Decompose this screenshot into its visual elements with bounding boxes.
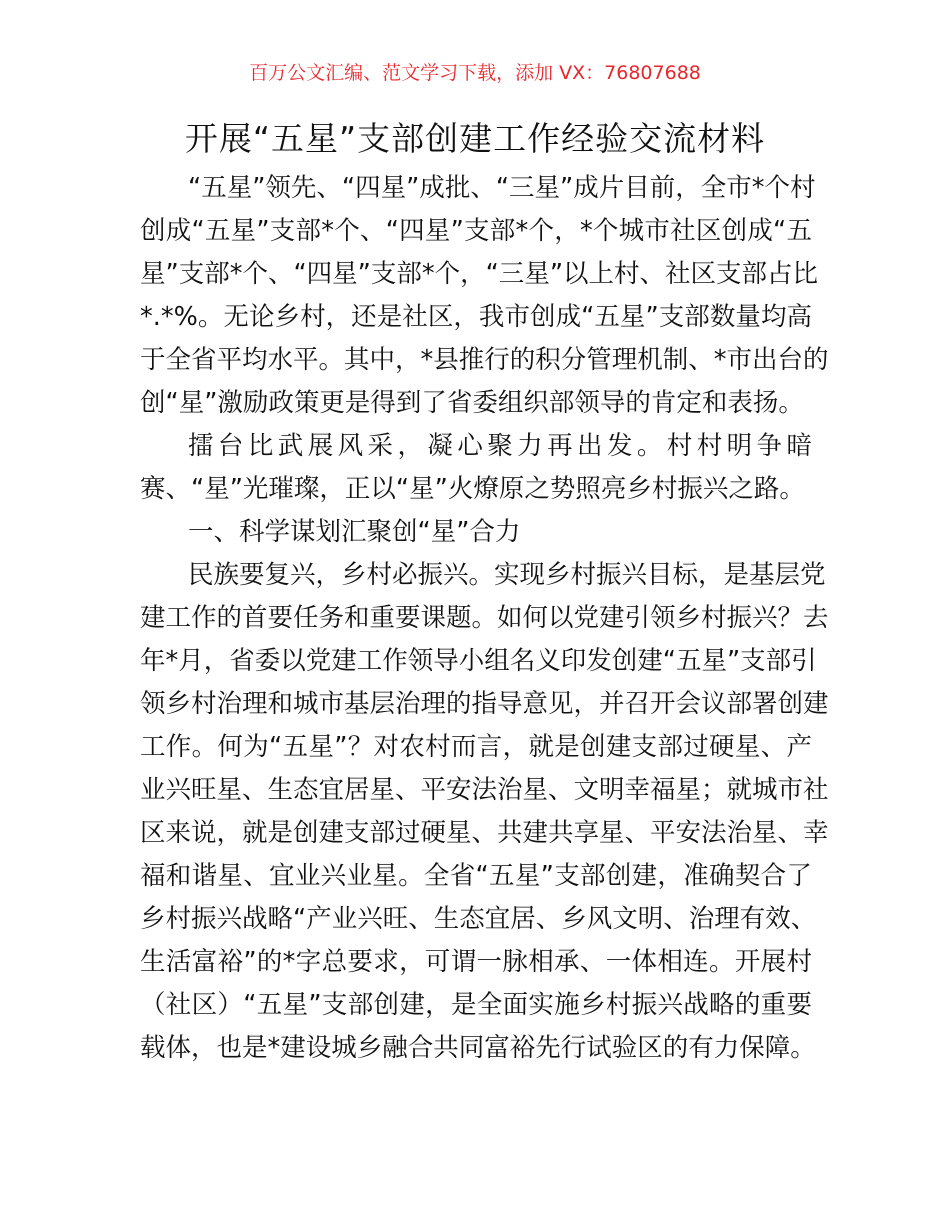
heading-line: 一、科学谋划汇聚创“星”合力 — [188, 517, 521, 547]
paragraph-2 — [140, 425, 812, 511]
text-line: 工作。何为“五星”？对农村而言，就是创建支部过硬星、产 — [140, 732, 812, 762]
text-line: 于全省平均水平。其中，*县推行的积分管理机制、*市出台的 — [140, 345, 829, 375]
text-line: 载体，也是*建设城乡融合共同富裕先行试验区的有力保障。 — [140, 1033, 816, 1063]
text-line: 创成“五星”支部*个、“四星”支部*个，*个城市社区创成“五 — [140, 216, 812, 246]
text-line: 建工作的首要任务和重要课题。如何以党建引领乡村振兴？去 — [140, 603, 829, 633]
text-line: 业兴旺星、生态宜居星、平安法治星、文明幸福星；就城市社 — [140, 775, 829, 805]
text-line: 区来说，就是创建支部过硬星、共建共享星、平安法治星、幸 — [140, 818, 829, 848]
text-line: 赛、“星”光璀璨，正以“星”火燎原之势照亮乡村振兴之路。 — [140, 474, 805, 504]
paragraph-1 — [140, 167, 829, 425]
text-line: 乡村振兴战略“产业兴旺、生态宜居、乡风文明、治理有效、 — [140, 904, 817, 934]
section-heading — [140, 511, 812, 554]
text-line: （社区）“五星”支部创建，是全面实施乡村振兴战略的重要 — [140, 990, 812, 1020]
text-line: 年*月，省委以党建工作领导小组名义印发创建“五星”支部引 — [140, 646, 817, 676]
text-line: 民族要复兴，乡村必振兴。实现乡村振兴目标，是基层党 — [188, 560, 826, 590]
text-line: 领乡村治理和城市基层治理的指导意见，并召开会议部署创建 — [140, 689, 829, 719]
text-line: 擂台比武展风采，凝心聚力再出发。村村明争暗 — [188, 431, 812, 461]
text-line: *.*%。无论乡村，还是社区，我市创成“五星”支部数量均高 — [140, 302, 812, 332]
text-line: “五星”领先、“四星”成批、“三星”成片目前，全市*个村 — [188, 173, 816, 203]
document-title: 开展“五星”支部创建工作经验交流材料 — [184, 119, 766, 158]
text-line: 福和谐星、宜业兴业星。全省“五星”支部创建，准确契合了 — [140, 861, 812, 891]
text-line: 生活富裕”的*字总要求，可谓一脉相承、一体相连。开展村 — [140, 947, 812, 977]
paragraph-3 — [140, 554, 829, 1070]
text-line: 星”支部*个、“四星”支部*个，“三星”以上村、社区支部占比 — [140, 259, 819, 289]
text-line: 创“星”激励政策更是得到了省委组织部领导的肯定和表扬。 — [140, 388, 804, 418]
document-body — [140, 167, 829, 1070]
watermark-banner: 百万公文汇编、范文学习下载，添加 VX：76807688 — [249, 62, 701, 84]
